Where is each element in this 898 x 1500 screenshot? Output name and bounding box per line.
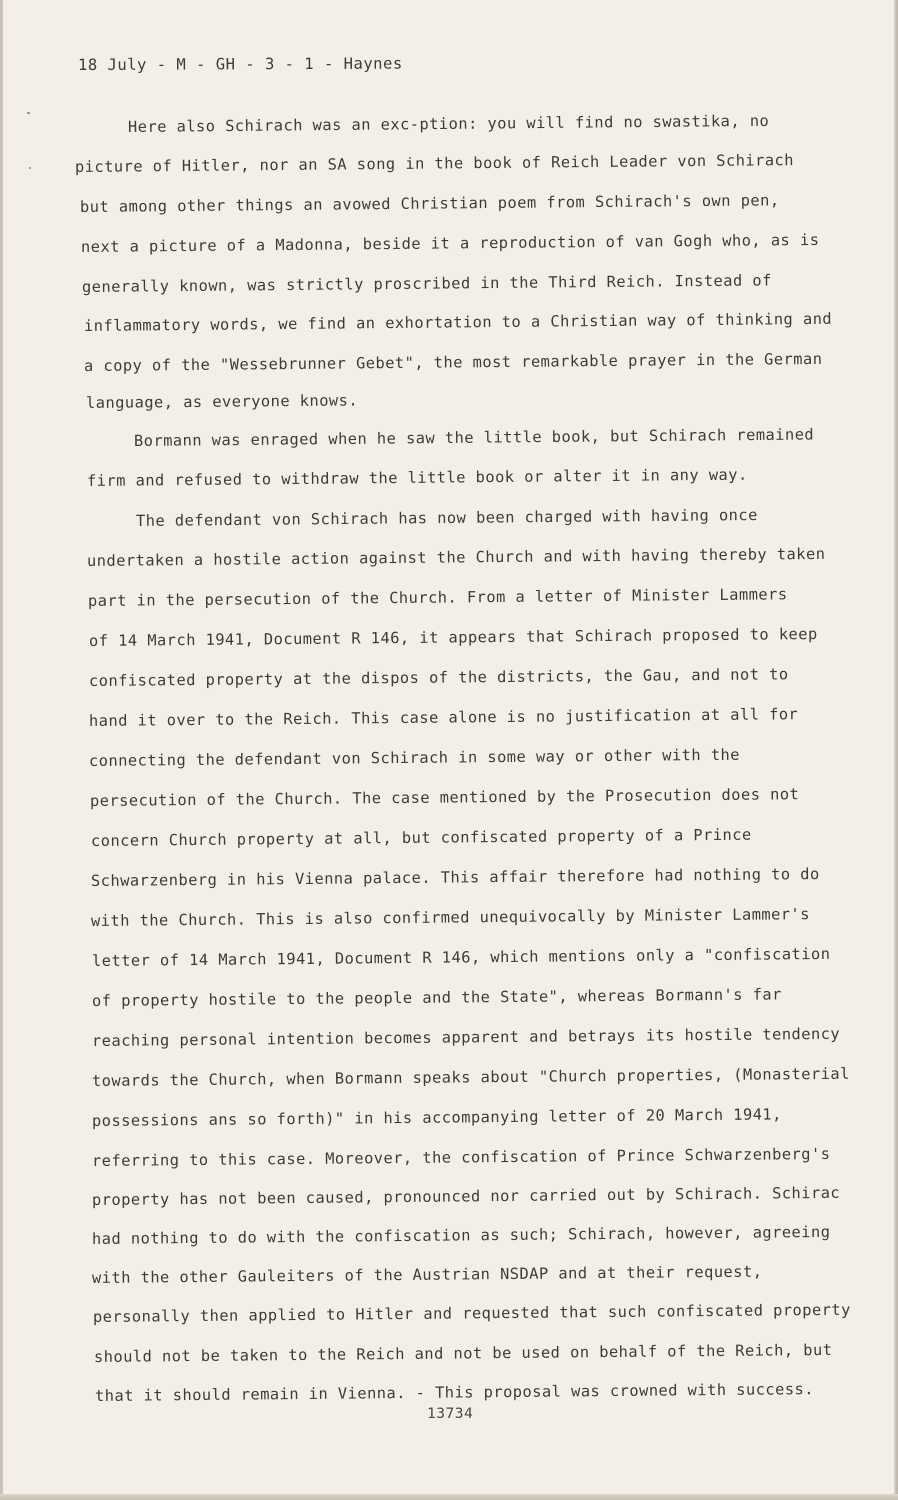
text-line: inflammatory words, we find an exhortation to a Christian way of thinking and	[83, 309, 833, 335]
text-line: letter of 14 March 1941, Document R 146, which mentions only a "confiscation	[91, 944, 831, 970]
text-line: referring to this case. Moreover, the confiscation of Prince Schwarzenberg's	[91, 1144, 831, 1170]
text-line: of 14 March 1941, Document R 146, it appears that Schirach proposed to keep	[88, 625, 818, 650]
page-header: 18 July - M - GH - 3 - 1 - Haynes	[77, 54, 403, 74]
page-edge-right	[894, 0, 898, 1500]
text-line: part in the persecution of the Church. From a letter of Minister Lammers	[87, 585, 788, 610]
text-line: firm and refused to withdraw the little book or alter it in any way.	[86, 465, 748, 490]
text-line: persecution of the Church. The case mentioned by the Prosecution does not	[89, 785, 800, 810]
page-edge-bottom	[0, 1494, 898, 1500]
text-line: possessions ans so forth)" in his accompanying letter of 20 March 1941,	[91, 1105, 782, 1130]
text-line: with the other Gauleiters of the Austrian NSDAP and at their request,	[91, 1262, 763, 1287]
text-line: undertaken a hostile action against the Church and with having thereby taken	[86, 544, 826, 570]
text-line: next a picture of a Madonna, beside it a reproduction of van Gogh who, as is	[80, 230, 820, 256]
text-line: a copy of the "Wessebrunner Gebet", the most remarkable prayer in the German	[83, 349, 823, 375]
page-number: 13734	[427, 1405, 474, 1422]
text-line: picture of Hitler, nor an SA song in the book of Reich Leader von Schirach	[74, 151, 795, 176]
text-line: Bormann was enraged when he saw the little book, but Schirach remained	[133, 425, 815, 450]
text-line: property has not been caused, pronounced nor carried out by Schirach. Schirac	[91, 1183, 841, 1209]
text-line: of property hostile to the people and the State", whereas Bormann's far	[91, 985, 782, 1010]
text-line: confiscated property at the dispos of the districts, the Gau, and not to	[88, 665, 789, 690]
text-line: language, as everyone knows.	[85, 391, 359, 412]
text-line: personally then applied to Hitler and requested that such confiscated property	[92, 1300, 851, 1326]
text-line: that it should remain in Vienna. - This proposal was crowned with success.	[94, 1380, 815, 1405]
page-edge-left	[0, 0, 3, 1500]
text-line: connecting the defendant von Schirach in some way or other with the	[88, 745, 741, 770]
text-line: The defendant von Schirach has now been charged with having once	[135, 506, 758, 530]
text-line: with the Church. This is also confirmed unequivocally by Minister Lammer's	[90, 905, 811, 930]
text-line: should not be taken to the Reich and not be used on behalf of the Reich, but	[93, 1340, 833, 1366]
text-line: hand it over to the Reich. This case alone is no justification at all for	[88, 705, 799, 730]
scan-speck	[27, 112, 30, 114]
text-line: concern Church property at all, but confiscated property of a Prince	[90, 825, 752, 850]
text-line: generally known, was strictly proscribed in the Third Reich. Instead of	[81, 271, 772, 296]
scan-speck	[29, 167, 31, 169]
text-line: Schwarzenberg in his Vienna palace. This affair therefore had nothing to do	[90, 865, 820, 890]
text-line: Here also Schirach was an exc-ption: you will find no swastika, no	[127, 111, 770, 136]
text-line: towards the Church, when Bormann speaks about "Church properties, (Monasterial	[91, 1064, 850, 1090]
text-line: had nothing to do with the confiscation as such; Schirach, however, agreeing	[91, 1222, 831, 1248]
text-line: reaching personal intention becomes apparent and betrays its hostile tendency	[91, 1024, 841, 1050]
text-line: but among other things an avowed Christian poem from Schirach's own pen,	[79, 191, 780, 216]
